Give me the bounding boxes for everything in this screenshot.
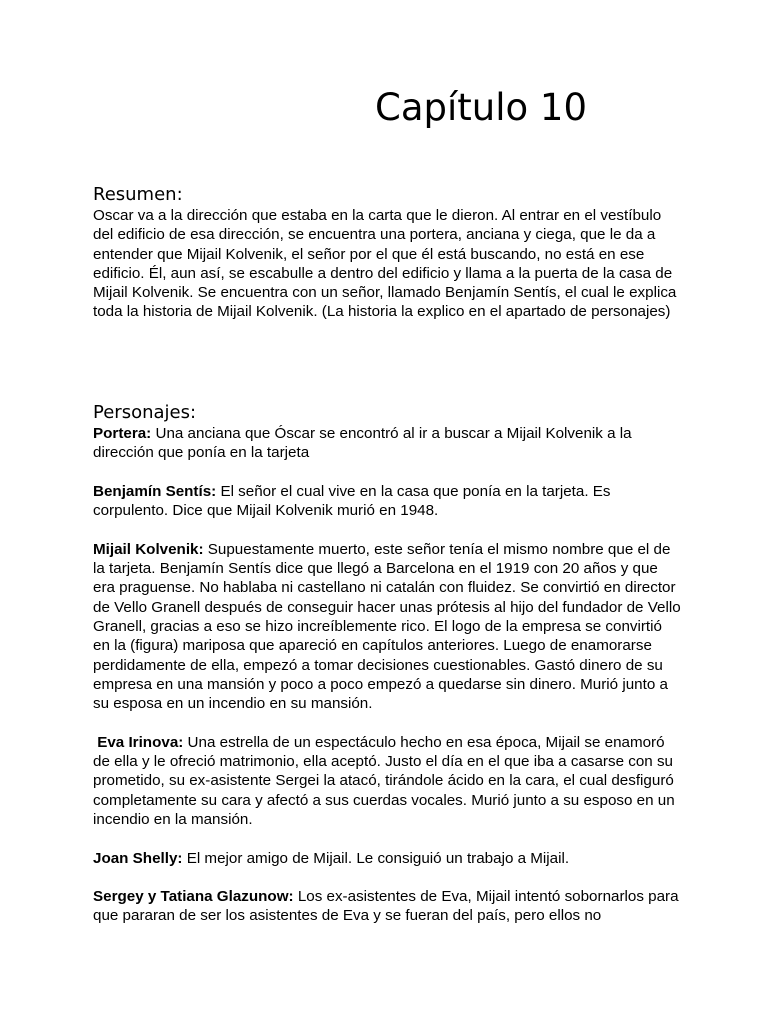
paragraph-spacer	[93, 713, 683, 732]
character-description: Los ex-asistentes de Eva, Mijail intentó sobornarlos para que pararan de ser los asistentes de Eva y se fueran del país, pero ellos no	[93, 888, 679, 925]
character-entry-glazunow	[93, 887, 683, 926]
character-description: Una anciana que Óscar se encontró al ir a buscar a Mijail Kolvenik a la dirección que ponía en la tarjeta	[93, 425, 632, 462]
summary-heading: Resumen:	[93, 184, 183, 205]
character-entry-benjamin	[93, 482, 683, 521]
character-description: El señor el cual vive en la casa que ponía en la tarjeta. Es corpulento. Dice que Mijail Kolvenik murió en 1948.	[93, 482, 611, 520]
summary-section	[93, 184, 683, 322]
chapter-title: Capítulo 10	[375, 86, 587, 129]
character-entry-eva	[93, 733, 683, 829]
character-description: Una estrella de un espectáculo hecho en esa época, Mijail se enamoró de ella y le ofreció matrimonio, ella aceptó. Justo el día en el que iba a casarse con su prometido, su ex-asistente Sergei la atacó, tirándole ácido en la cara, el cual desfiguró completamente su cara y afectó a sus cuerdas vocales. Murió junto a su esposo en un incendio en la mansión.	[93, 733, 675, 828]
characters-section	[93, 402, 683, 926]
character-entry-portera	[93, 424, 683, 463]
character-name: Sergey y Tatiana Glazunow:	[93, 888, 294, 906]
characters-heading: Personajes:	[93, 402, 197, 423]
character-name: Mijail Kolvenik:	[93, 540, 204, 558]
character-entry-mijail	[93, 540, 683, 714]
paragraph-spacer	[93, 520, 683, 539]
paragraph-spacer	[93, 829, 683, 848]
summary-paragraph: Oscar va a la dirección que estaba en la carta que le dieron. Al entrar en el vestíbulo del edificio de esa dirección, se encuentra una portera, anciana y ciega, que le da a entender que Mijail Kolvenik, el señor por el que él está buscando, no está en ese edificio. Él, aun así, se escabulle a dentro del edificio y llama a la puerta de la casa de Mijail Kolvenik. Se encuentra con un señor, llamado Benjamín Sentís, el cual le explica toda la historia de Mijail Kolvenik. (La historia la explico en el apartado de personajes)	[93, 207, 677, 321]
character-description: Supuestamente muerto, este señor tenía el mismo nombre que el de la tarjeta. Benjamín Sentís dice que llegó a Barcelona en el 1919 con 20 años y que era praguense. No hablaba ni castellano ni catalán con fluidez. Se convirtió en director de Vello Granell después de conseguir hacer unas prótesis al hijo del fundador de Vello Granell, gracias a eso se hizo increíblemente rico. El logo de la empresa se convirtió en la (figura) mariposa que apareció en capítulos anteriores. Luego de enamorarse perdidamente de ella, empezó a tomar decisiones cuestionables. Gastó dinero de su empresa en una mansión y poco a poco empezó a quedarse sin dinero. Murió junto a su esposa en un incendio en su mansión.	[93, 540, 681, 713]
character-name: Portera:	[93, 425, 152, 442]
paragraph-spacer	[93, 463, 683, 482]
character-name: Eva Irinova:	[93, 733, 184, 751]
character-name: Joan Shelly:	[93, 849, 183, 867]
character-entry-joan	[93, 849, 683, 868]
paragraph-spacer	[93, 868, 683, 887]
character-name: Benjamín Sentís:	[93, 482, 217, 500]
character-description: El mejor amigo de Mijail. Le consiguió un trabajo a Mijail.	[182, 849, 570, 867]
